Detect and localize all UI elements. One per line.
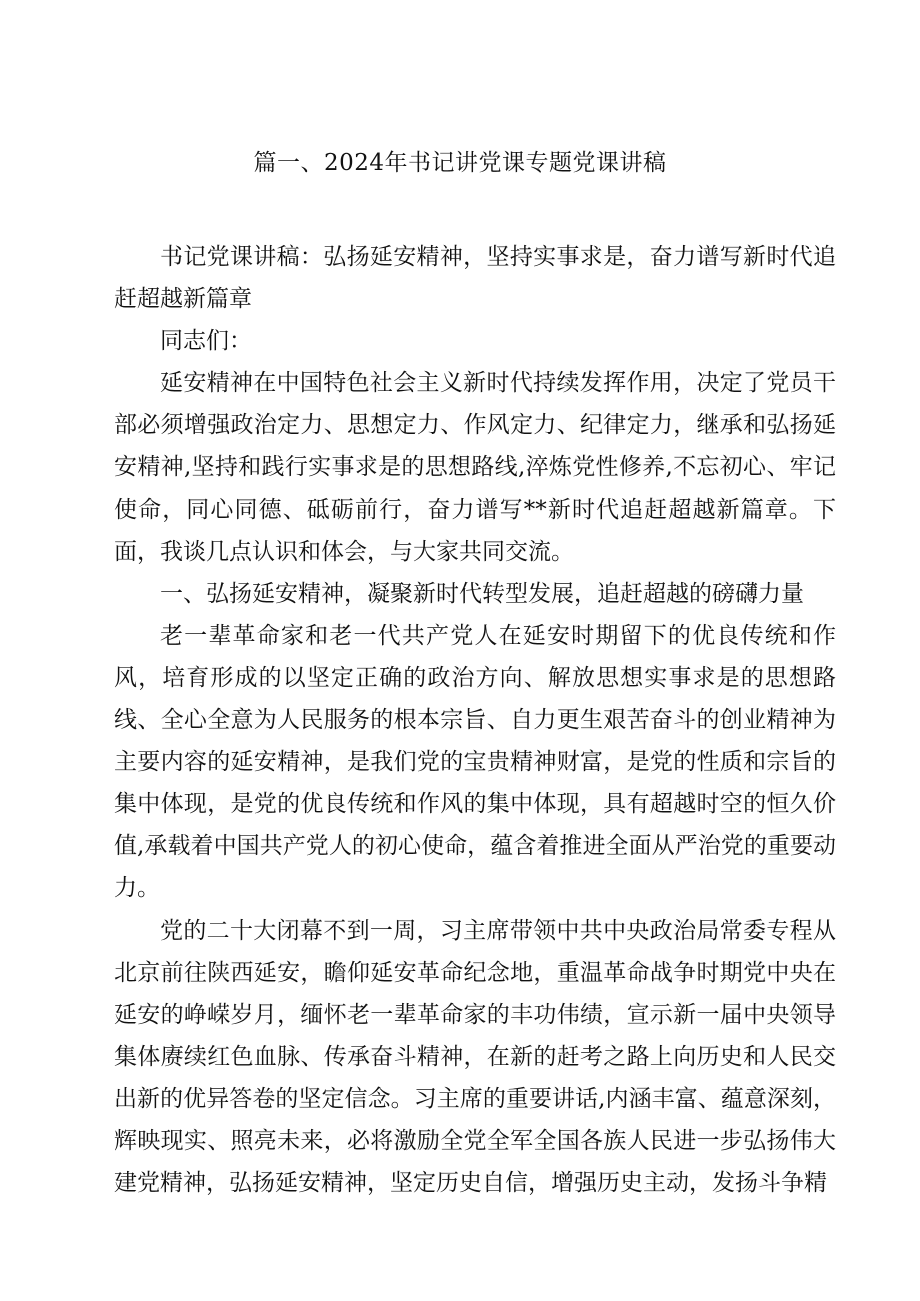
paragraph-yanan-spirit: 老一辈革命家和老一代共产党人在延安时期留下的优良传统和作风，培育形成的以坚定正确的政治方向、解放思想实事求是的思想路线、全心全意为人民服务的根本宗旨、自力更生艰苦奋斗的创业精神为主要内容的延安精神，是我们党的宝贵精神财富，是党的性质和宗旨的集中体现，是党的优良传统和作风的集中体现，具有超越时空的恒久价值,承载着中国共产党人的初心使命，蕴含着推进全面从严治党的重要动力。 (114, 622, 836, 902)
greeting: 同志们： (160, 328, 252, 355)
paragraph-20th-congress: 党的二十大闭幕不到一周，习主席带领中共中央政治局常委专程从北京前往陕西延安，瞻仰延安革命纪念地，重温革命战争时期党中央在延安的峥嵘岁月，缅怀老一辈革命家的丰功伟绩，宣示新一届中央领导集体赓续红色血脉、传承奋斗精神，在新的赶考之路上向历史和人民交出新的优异答卷的坚定信念。习主席的重要讲话,内涵丰富、蕴意深刻，辉映现实、照亮未来，必将激励全党全军全国各族人民进一步弘扬伟大建党精神，弘扬延安精神，坚定历史自信，增强历史主动，发扬斗争精 (114, 917, 836, 1197)
section-heading-1: 一、弘扬延安精神，凝聚新时代转型发展，追赶超越的磅礴力量 (160, 580, 804, 607)
document-title: 篇一、2024年书记讲党课专题党课讲稿 (253, 150, 667, 176)
document-subtitle: 书记党课讲稿：弘扬延安精神，坚持实事求是，奋力谱写新时代追赶超越新篇章 (114, 244, 836, 313)
document-body (114, 236, 836, 1204)
paragraph-intro: 延安精神在中国特色社会主义新时代持续发挥作用，决定了党员干部必须增强政治定力、思想定力、作风定力、纪律定力，继承和弘扬延安精神,坚持和践行实事求是的思想路线,淬炼党性修养,不忘初心、牢记使命，同心同德、砥砺前行，奋力谱写**新时代追赶超越新篇章。下面，我谈几点认识和体会，与大家共同交流。 (114, 370, 836, 565)
